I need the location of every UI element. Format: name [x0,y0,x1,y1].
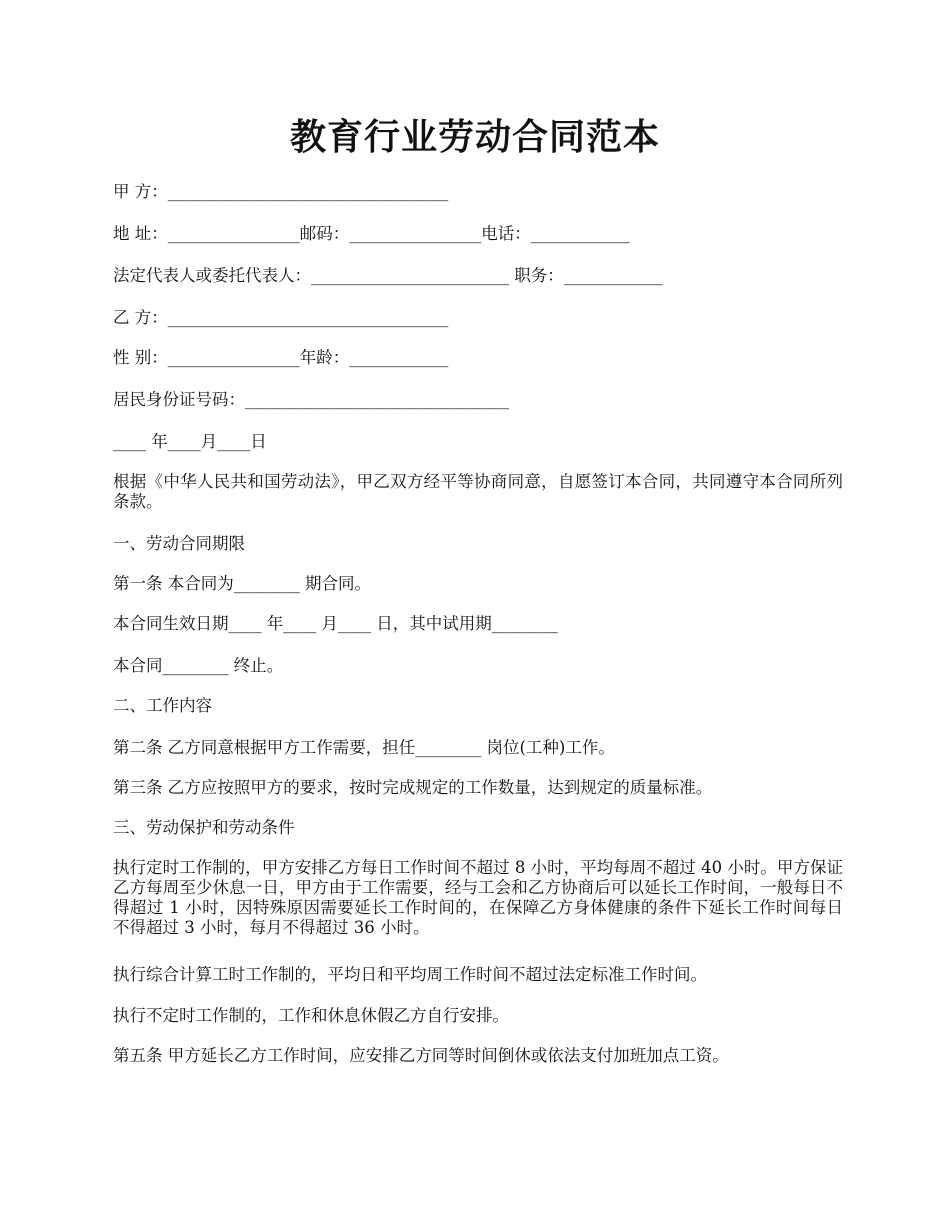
section-heading-protection: 三、劳动保护和劳动条件 [113,818,295,837]
flexible-hours-paragraph: 执行不定时工作制的，工作和休息休假乙方自行安排。 [113,1006,509,1025]
comprehensive-hours-paragraph: 执行综合计算工时工作制的，平均日和平均周工作时间不超过法定标准工作时间。 [113,965,707,984]
party-a-line: 甲 方：__________________________________ [113,182,449,201]
section-heading-work: 二、工作内容 [113,696,212,715]
effective-date-line: 本合同生效日期____ 年____ 月____ 日，其中试用期________ [113,614,558,633]
representative-line: 法定代表人或委托代表人：________________________ 职务：____________ [113,266,663,285]
date-line: ____ 年____月____日 [113,432,267,451]
gender-age-line: 性 别：________________年龄：____________ [113,348,449,367]
intro-paragraph: 根据《中华人民共和国劳动法》，甲乙双方经平等协商同意，自愿签订本合同，共同遵守本合同所列条款。 [113,472,843,511]
article-1: 第一条 本合同为________ 期合同。 [113,574,371,593]
working-hours-paragraph: 执行定时工作制的，甲方安排乙方每日工作时间不超过 8 小时，平均每周不超过 40 小时。甲方保证乙方每周至少休息一日，甲方由于工作需要，经与工会和乙方协商后可以延长工作时间，一般每日不得超过 1 小时，因特殊原因需要延长工作时间的，在保障乙方身体健康的条件下延长工作时间每日不得超过 3 小时，每月不得超过 36 小时。 [113,858,843,937]
termination-line: 本合同________ 终止。 [113,656,284,675]
party-b-line: 乙 方：__________________________________ [113,308,449,327]
article-2: 第二条 乙方同意根据甲方工作需要，担任________ 岗位(工种)工作。 [113,738,615,757]
address-line: 地 址：________________邮码：________________电话：____________ [113,224,630,243]
document-title: 教育行业劳动合同范本 [289,116,660,158]
section-heading-term: 一、劳动合同期限 [113,534,245,553]
id-number-line: 居民身份证号码：________________________________ [113,390,509,409]
article-3: 第三条 乙方应按照甲方的要求，按时完成规定的工作数量，达到规定的质量标准。 [113,778,713,797]
article-5: 第五条 甲方延长乙方工作时间，应安排乙方同等时间倒休或依法支付加班加点工资。 [113,1046,729,1065]
